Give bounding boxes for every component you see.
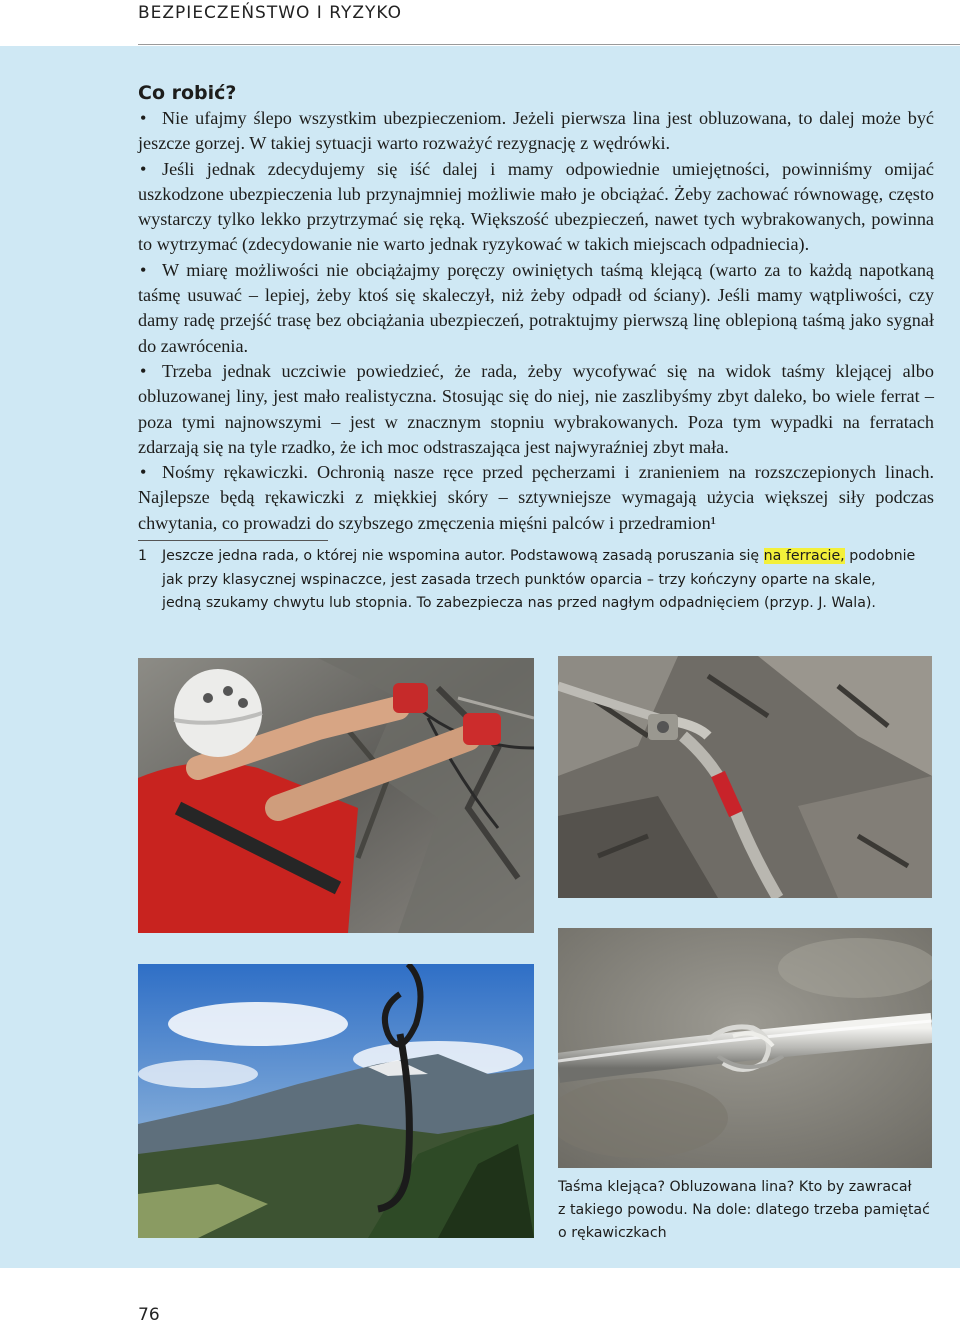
footnote-text: Jeszcze jedna rada, o której nie wspomina autor. Podstawową zasadą poruszania się bbox=[162, 548, 764, 564]
bullet-icon: • bbox=[140, 462, 147, 483]
caption-line: Taśma klejąca? Obluzowana lina? Kto by zawracał bbox=[558, 1179, 912, 1195]
taped-cable-photo bbox=[558, 656, 932, 898]
footnote-body bbox=[162, 545, 938, 616]
list-item-text: Trzeba jednak uczciwie powiedzieć, że rada, żeby wycofywać się na widok taśmy klejącej albo obluzowanej liny, jest mało realistyczna. Stosując się do niej, nie zaszlibyśmy zbyt daleko, bo wiele ferrat – poza tymi najnowszymi – jest w znacznym stopniu wybrakowanych. Poza tym wypadki na ferratach zdarzają się na tyle rzadko, że ich moc odstraszająca jest najwyraźniej zbyt mała. bbox=[138, 360, 934, 457]
bullet-icon: • bbox=[140, 108, 147, 128]
footnote-line: jak przy klasycznej wspinaczce, jest zasada trzech punktów oparcia – trzy kończyny oparte na skale, bbox=[162, 571, 876, 588]
bullet-icon: • bbox=[140, 158, 147, 179]
climber-photo bbox=[138, 658, 534, 933]
footnote bbox=[138, 545, 938, 616]
list-item bbox=[138, 460, 934, 536]
list-item bbox=[138, 106, 934, 157]
section-title: Co robić? bbox=[138, 82, 237, 104]
bullet-list bbox=[138, 106, 934, 536]
footnote-divider bbox=[138, 540, 328, 541]
running-header-title: BEZPIECZEŃSTWO I RYZYKO bbox=[138, 3, 402, 23]
highlighted-text: na ferracie, bbox=[763, 548, 845, 564]
footnote-text: podobnie bbox=[844, 548, 916, 564]
footnote-line bbox=[162, 545, 938, 569]
bullet-icon: • bbox=[140, 360, 147, 381]
page-number: 76 bbox=[138, 1305, 160, 1325]
frayed-cable-photo bbox=[558, 928, 932, 1168]
list-item-text: Nie ufajmy ślepo wszystkim ubezpieczeniom. Jeżeli pierwsza lina jest obluzowana, to dalej może być jeszcze gorzej. W takiej sytuacji warto rozważyć rezygnację z wędrówki. bbox=[138, 108, 934, 154]
list-item bbox=[138, 258, 934, 359]
list-item-text: Nośmy rękawiczki. Ochronią nasze ręce przed pęcherzami i zranieniem na rozszczepionych linach. Najlepsze będą rękawiczki z miękkiej skóry – sztywniejsze wymagają użycia większej siły podczas chwytania, co prowadzi do szybszego zmęczenia mięśni palców i przedramion¹ bbox=[138, 462, 934, 533]
list-item-text: Jeśli jednak zdecydujemy się iść dalej i mamy odpowiednie umiejętności, powinniśmy omijać uszkodzone ubezpieczenia lub przynajmniej możliwie mało je obciążać. Żeby zachować równowagę, często wystarczy tylko lekko przytrzymać się ręką. Większość ubezpieczeń, nawet tych wybrakowanych, powinna to wytrzymać (zdecydowanie nie warto jednak ryzykować w takich miejscach odpadniecia). bbox=[138, 158, 934, 255]
loose-cable-mountains-photo bbox=[138, 964, 534, 1238]
list-item bbox=[138, 157, 934, 258]
footnote-line: jedną szukamy chwytu lub stopnia. To zabezpiecza nas przed nagłym odpadnięciem (przyp. J. Wala). bbox=[162, 595, 876, 611]
list-item bbox=[138, 359, 934, 460]
photo-caption bbox=[558, 1176, 934, 1245]
list-item-text: W miarę możliwości nie obciążajmy poręczy owiniętych taśmą klejącą (warto za to każdą napotkaną taśmę usuwać – lepiej, żeby ktoś się skaleczył, niż żeby odpadł od ściany). Jeśli mamy wątpliwości, czy damy radę przejść trasę bez obciążania ubezpieczeń, potraktujmy pierwszą linę oblepioną taśmą jako sygnał do zawrócenia. bbox=[138, 259, 934, 356]
bullet-icon: • bbox=[140, 259, 147, 280]
caption-line: z takiego powodu. Na dole: dlatego trzeba pamiętać bbox=[558, 1202, 930, 1218]
footnote-number: 1 bbox=[138, 548, 148, 564]
running-header bbox=[138, 0, 960, 45]
caption-line: o rękawiczkach bbox=[558, 1225, 667, 1241]
